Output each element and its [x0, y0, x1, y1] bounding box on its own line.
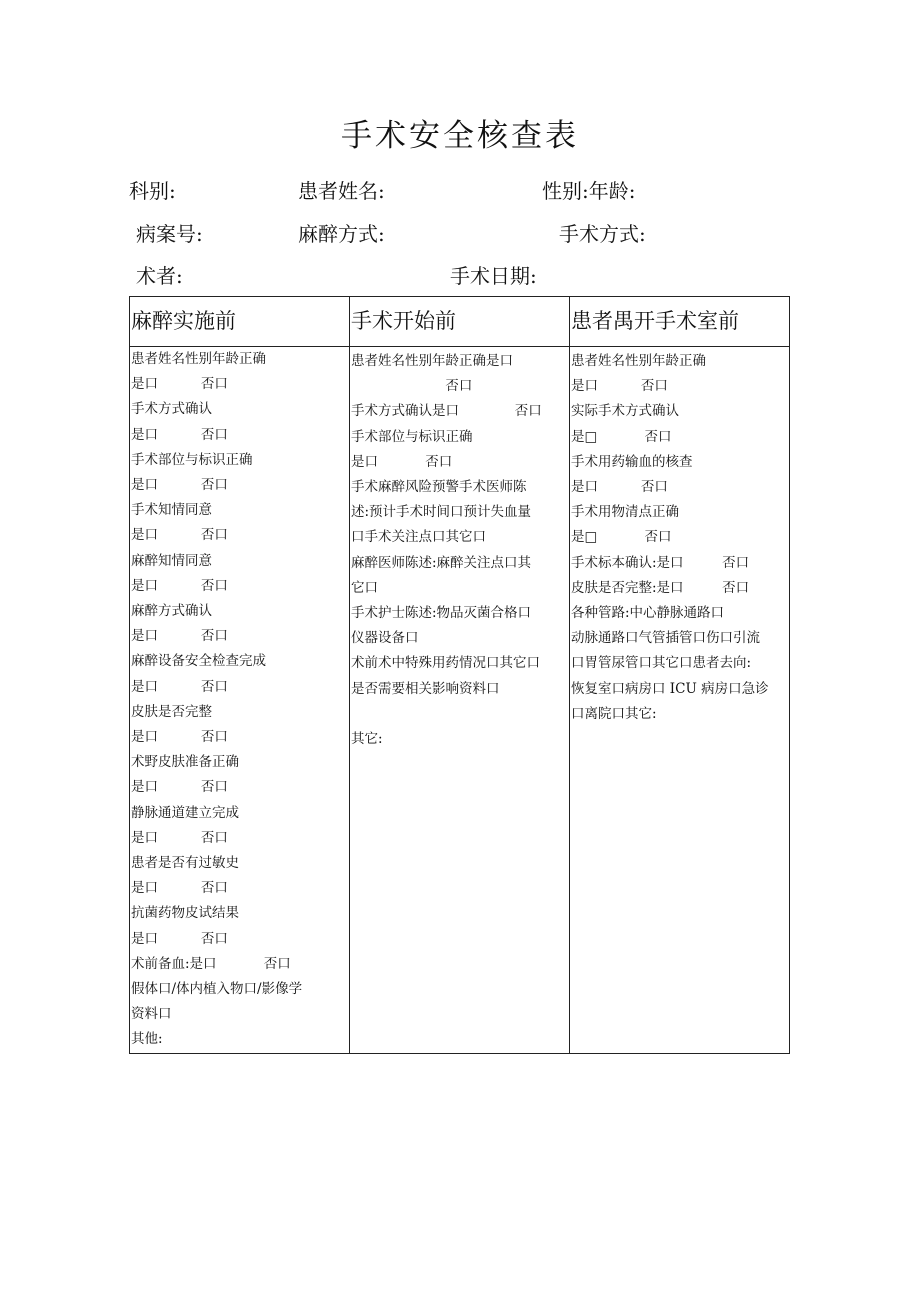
checklist-line: [351, 702, 569, 727]
before-leaving-or-checklist: [570, 347, 789, 727]
checklist-line: 手术麻醉风险预警手术医师陈: [351, 479, 527, 496]
checklist-line: 恢复室口病房口 ICU 病房口急诊: [571, 680, 769, 697]
checklist-line: 动脉通路口气管插管口伤口引流: [571, 630, 760, 647]
checklist-line: 手术知情同意: [131, 502, 212, 519]
surgeon-label: 术者:: [136, 264, 183, 288]
table-body-row: [130, 347, 790, 1054]
checklist-line: 手术方式确认: [131, 401, 212, 418]
checklist-line: 手术部位与标识正确: [351, 428, 473, 445]
checklist-line: 是口 否口: [351, 453, 453, 470]
checklist-line: 麻醉知情同意: [131, 552, 212, 569]
column-header-before-anesthesia: 麻醉实施前: [130, 297, 350, 347]
checklist-line: 是口 否口: [571, 479, 668, 496]
checklist-line: 皮肤是否完整: [131, 703, 212, 720]
checklist-line: 其他:: [131, 1031, 163, 1048]
surgery-method-label: 手术方式:: [559, 222, 646, 246]
checklist-line: 是口 否口: [131, 930, 228, 947]
checklist-line: 是口 否口: [131, 729, 228, 746]
checklist-line: 患者姓名性别年龄正确是口: [351, 353, 513, 369]
checklist-line: 术野皮肤准备正确: [131, 754, 239, 771]
checklist-line: 手术用物清点正确: [571, 504, 679, 521]
checklist-line: 它口: [351, 579, 378, 596]
department-label: 科别:: [129, 179, 176, 203]
sex-age-label: 性别:年龄:: [542, 179, 636, 203]
surgery-date-label: 手术日期:: [450, 264, 537, 288]
checklist-line: 假体口/体内植入物口/影像学: [131, 981, 303, 998]
checklist-line: 是口 否口: [131, 628, 228, 645]
before-anesthesia-cell: [130, 347, 350, 1054]
checklist-line: 是口 否口: [131, 678, 228, 695]
checklist-line: 实际手术方式确认: [571, 403, 679, 420]
checklist-line: 皮肤是否完整:是口 否口: [571, 579, 750, 596]
checklist-line: 是□ 否口: [571, 529, 672, 546]
checklist-line: 静脉通道建立完成: [131, 804, 239, 821]
form-title: 手术安全核查表: [341, 118, 579, 154]
checklist-line: 手术护士陈述:物品灭菌合格口: [351, 605, 532, 622]
checklist-line: 手术方式确认是口 否口: [351, 403, 542, 420]
before-surgery-cell: [350, 347, 570, 1054]
before-surgery-checklist: [350, 347, 569, 752]
column-header-before-leaving-or: 患者禺开手术室前: [570, 297, 790, 347]
checklist-table: [129, 296, 790, 1054]
checklist-line: 手术用药输血的核查: [571, 453, 693, 470]
checklist-line: 麻醉设备安全检查完成: [131, 653, 266, 670]
checklist-line: 否口: [351, 378, 473, 395]
checklist-line: 手术标本确认:是口 否口: [571, 554, 750, 571]
before-leaving-or-cell: [570, 347, 790, 1054]
checklist-line: 述:预计手术时间口预计失血量: [351, 504, 532, 521]
checklist-line: 患者姓名性别年龄正确: [131, 351, 266, 367]
checklist-line: 是口 否口: [131, 527, 228, 544]
table-header-row: [130, 297, 790, 347]
checklist-line: 是否需要相关影响资料口: [351, 680, 500, 697]
checklist-line: 各种管路:中心静脉通路口: [571, 605, 725, 622]
checklist-line: 是口 否口: [571, 378, 668, 395]
checklist-line: 资料口: [131, 1006, 172, 1023]
checklist-line: 是口 否口: [131, 829, 228, 846]
checklist-line: 是口 否口: [131, 376, 228, 393]
checklist-line: 仪器设备口: [351, 630, 419, 647]
checklist-line: 是口 否口: [131, 477, 228, 494]
column-header-before-surgery: 手术开始前: [350, 297, 570, 347]
checklist-line: 麻醉方式确认: [131, 603, 212, 620]
record-no-label: 病案号:: [136, 222, 203, 246]
checklist-line: 是口 否口: [131, 426, 228, 443]
checklist-line: 是口 否口: [131, 577, 228, 594]
checklist-line: 是□ 否口: [571, 428, 672, 445]
checklist-line: 麻醉医师陈述:麻醉关注点口其: [351, 554, 532, 571]
checklist-line: 是口 否口: [131, 880, 228, 897]
checklist-line: 其它:: [351, 731, 383, 748]
checklist-line: 抗菌药物皮试结果: [131, 905, 239, 922]
checklist-line: 手术部位与标识正确: [131, 451, 253, 468]
patient-name-label: 患者姓名:: [298, 179, 385, 203]
checklist-line: 口手术关注点口其它口: [351, 529, 486, 546]
anesthesia-method-label: 麻醉方式:: [298, 222, 385, 246]
checklist-line: 患者姓名性别年龄正确: [571, 353, 706, 369]
before-anesthesia-checklist: [130, 347, 349, 1053]
checklist-line: 患者是否有过敏史: [131, 855, 239, 872]
checklist-line: 是口 否口: [131, 779, 228, 796]
checklist-line: 术前备血:是口 否口: [131, 955, 291, 972]
checklist-line: 口胃管尿管口其它口患者去向:: [571, 655, 752, 672]
checklist-line: 口离院口其它:: [571, 705, 657, 722]
checklist-line: 术前术中特殊用药情况口其它口: [351, 655, 540, 672]
